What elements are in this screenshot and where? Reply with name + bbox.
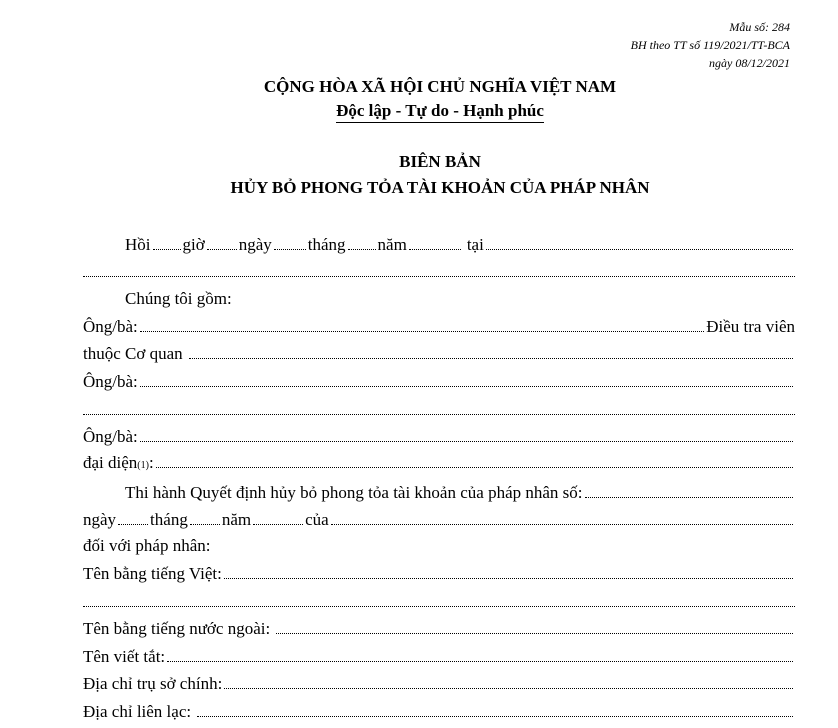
agency-line — [83, 343, 795, 365]
short-name-field[interactable] — [167, 646, 793, 662]
person2-field[interactable] — [140, 371, 793, 387]
year-field[interactable] — [409, 234, 461, 250]
minute-label: giờ — [182, 235, 205, 254]
decision-year-label: năm — [221, 510, 252, 529]
decision-day-field[interactable] — [118, 509, 148, 525]
short-name-label: Tên viết tắt: — [83, 647, 166, 666]
day-label: ngày — [238, 235, 272, 254]
investigator-label: Điều tra viên — [706, 317, 795, 336]
decision-line — [125, 482, 795, 504]
representative-field[interactable] — [156, 452, 793, 468]
head-office-line — [83, 673, 795, 695]
month-label: tháng — [307, 235, 346, 254]
minute-field[interactable] — [207, 234, 237, 250]
decision-year-field[interactable] — [253, 509, 303, 525]
members-intro — [125, 289, 795, 311]
year-label: năm — [377, 235, 407, 254]
motto-text: Độc lập - Tự do - Hạnh phúc — [336, 101, 544, 123]
person3-label: Ông/bà: — [83, 427, 138, 446]
place-field[interactable] — [486, 234, 793, 250]
place-field-continued[interactable] — [83, 276, 795, 277]
name-vn-line — [83, 563, 795, 585]
person2-label: Ông/bà: — [83, 372, 138, 391]
hour-label: Hồi — [125, 235, 151, 254]
contact-line — [83, 701, 795, 723]
person3-line — [83, 426, 795, 448]
members-intro-text: Chúng tôi gồm: — [125, 289, 232, 308]
national-title: CỘNG HÒA XÃ HỘI CHỦ NGHĨA VIỆT NAM — [263, 77, 617, 96]
person1-field[interactable] — [140, 316, 704, 332]
decision-of-label: của — [305, 510, 329, 529]
contact-label: Địa chỉ liên lạc: — [83, 702, 192, 721]
contact-field[interactable] — [197, 701, 793, 717]
representative-label: đại diện — [83, 453, 138, 472]
representative-colon: : — [148, 453, 154, 472]
representative-line — [83, 452, 795, 474]
form-number — [631, 18, 790, 72]
person1-label: Ông/bà: — [83, 317, 138, 336]
entity-intro — [83, 536, 795, 558]
head-office-field[interactable] — [224, 673, 793, 689]
form-issued-date: ngày 08/12/2021 — [709, 56, 790, 70]
name-vn-label: Tên bằng tiếng Việt: — [83, 564, 222, 583]
form-issued-by: BH theo TT số 119/2021/TT-BCA — [630, 38, 790, 52]
entity-intro-text: đối với pháp nhân: — [83, 536, 211, 555]
name-foreign-label: Tên bằng tiếng nước ngoài: — [83, 619, 271, 638]
decision-day-label: ngày — [83, 510, 117, 529]
head-office-label: Địa chỉ trụ sở chính: — [83, 674, 223, 693]
decision-date-line — [83, 509, 795, 531]
decision-month-label: tháng — [150, 510, 188, 529]
footnote-ref: (1) — [137, 460, 149, 471]
name-vn-field[interactable] — [224, 563, 793, 579]
decision-number-field[interactable] — [585, 482, 794, 498]
person1-line — [83, 316, 795, 338]
document-subtitle: HỦY BỎ PHONG TỎA TÀI KHOẢN CỦA PHÁP NHÂN — [230, 178, 650, 197]
person2-field-continued[interactable] — [83, 414, 795, 415]
hour-field[interactable] — [153, 234, 181, 250]
person2-line — [83, 371, 795, 393]
decision-month-field[interactable] — [190, 509, 220, 525]
name-vn-field-continued[interactable] — [83, 606, 795, 607]
name-foreign-line — [83, 618, 795, 640]
agency-field[interactable] — [189, 343, 793, 359]
month-field[interactable] — [348, 234, 376, 250]
decision-text: Thi hành Quyết định hủy bỏ phong tỏa tài khoản của pháp nhân số: — [125, 483, 583, 502]
place-label: tại — [466, 235, 484, 254]
document-title: BIÊN BẢN — [399, 152, 481, 171]
day-field[interactable] — [274, 234, 306, 250]
name-foreign-field[interactable] — [276, 618, 793, 634]
national-motto — [0, 101, 838, 121]
form-number-line: Mẫu số: 284 — [729, 20, 790, 34]
person3-field[interactable] — [140, 426, 793, 442]
agency-label: thuộc Cơ quan — [83, 344, 183, 363]
decision-issuer-field[interactable] — [331, 509, 793, 525]
short-name-line — [83, 646, 795, 668]
time-line — [125, 234, 795, 256]
